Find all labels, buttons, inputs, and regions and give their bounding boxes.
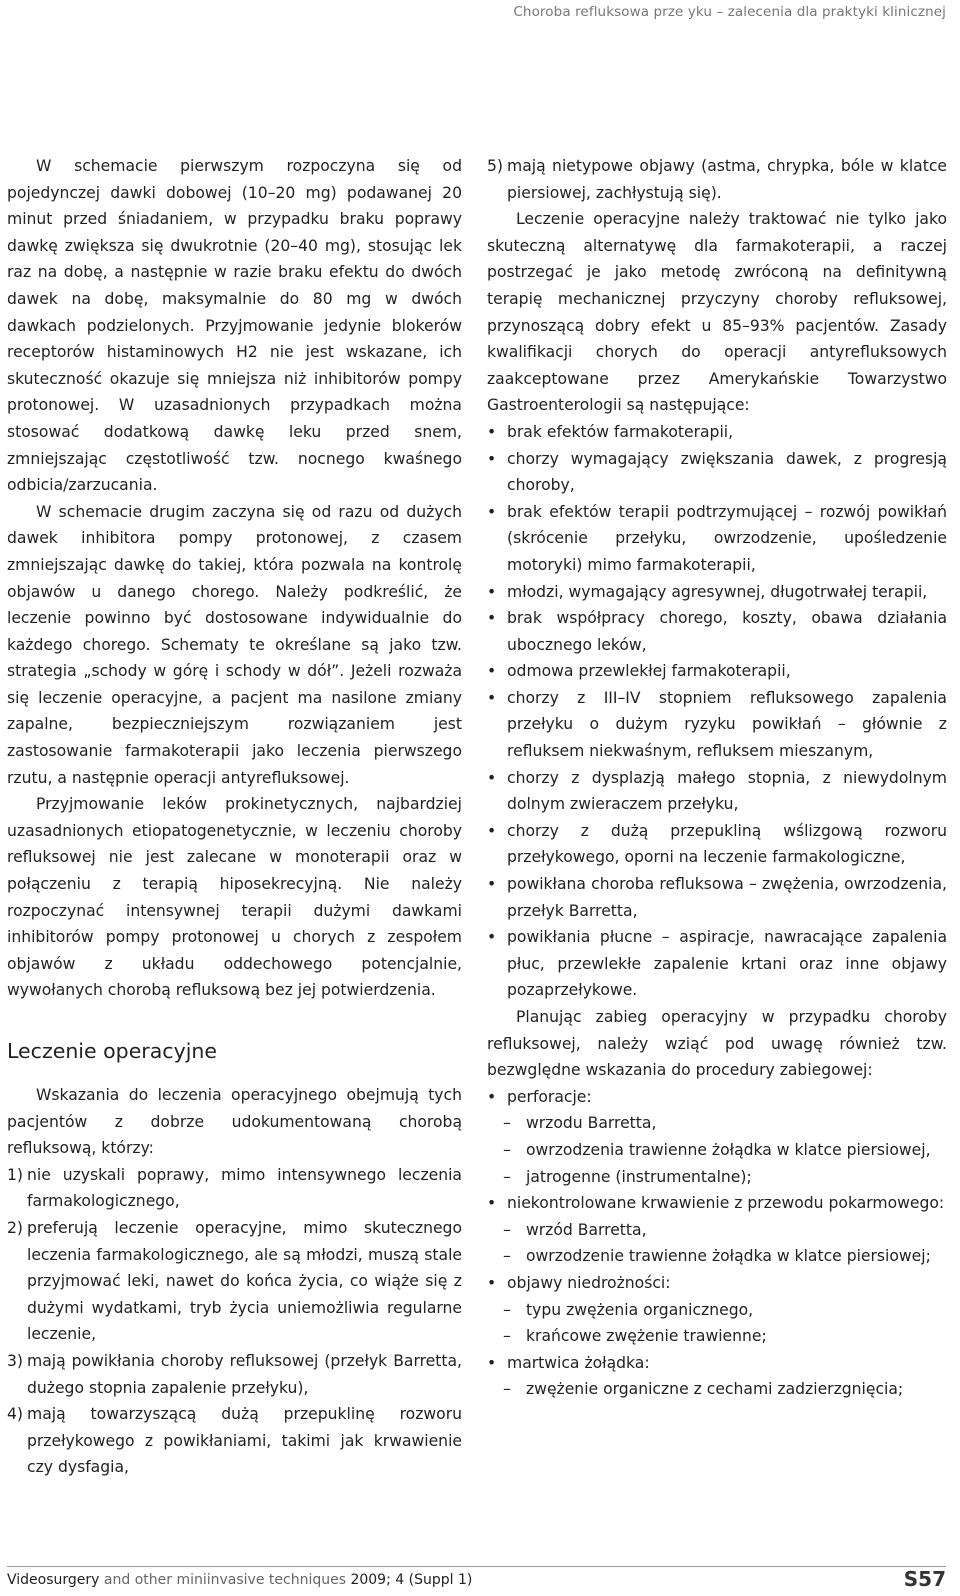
list-item: • brak współpracy chorego, koszty, obawa działania ubocznego leków, <box>487 605 947 658</box>
list-item: • martwica żołądka: <box>487 1350 947 1377</box>
item-text: perforacje: <box>507 1087 592 1106</box>
item-text: mają powikłania choroby refluksowej (przełyk Barretta, dużego stopnia zapalenie przełyku), <box>27 1351 462 1397</box>
list-item: • brak efektów terapii podtrzymującej – rozwój powikłań (skrócenie przełyku, owrzodzenie, upośledzenie motoryki) mimo farmakoterapii, <box>487 499 947 579</box>
paragraph: W schemacie drugim zaczyna się od razu od dużych dawek inhibitora pompy protonowej, z czasem zmniejszając dawkę do takiej, która pozwala na kontrolę objawów u danego chorego. Należy podkreślić, że leczenie powinno być dostosowane indywidualnie do każdego chorego. Schematy te określane są jako tzw. strategia „schody w górę i schody w dół”. Jeżeli rozważa się leczenie operacyjne, a pacjent ma nasilone zmiany zapalne, bezpieczniejszym rozwiązaniem jest zastosowanie farmakoterapii jako leczenia pierwszego rzutu, a następnie operacji antyrefluksowej. <box>7 502 462 787</box>
paragraph: Leczenie operacyjne należy traktować nie tylko jako skuteczną alternatywę dla farmakoterapii, a raczej postrzegać je jako metodę zwróconą na definitywną terapię mechanicznej przyczyny choroby refluksowej, przynoszącą dobry efekt u 85–93% pacjentów. Zasady kwalifikacji chorych do operacji antyrefluksowych zaakceptowane przez Amerykańskie Towarzystwo Gastroenterologii są następujące: <box>487 210 947 415</box>
list-item: • objawy niedrożności: <box>487 1270 947 1297</box>
journal-issue: 2009; 4 (Suppl 1) <box>350 1572 473 1588</box>
page-number: S57 <box>903 1567 946 1591</box>
item-number: 4) <box>7 1405 24 1424</box>
list-item: • powikłana choroba refluksowa – zwężenia, owrzodzenia, przełyk Barretta, <box>487 871 947 924</box>
paragraph: Wskazania do leczenia operacyjnego obejmują tych pacjentów z dobrze udokumentowaną chorobą refluksową, którzy: <box>7 1086 462 1158</box>
list-item: • chorzy z dużą przepukliną wślizgową rozworu przełykowego, oporni na leczenie farmakologiczne, <box>487 818 947 871</box>
paragraph: Przyjmowanie leków prokinetycznych, najbardziej uzasadnionych etiopatogenetycznie, w leczeniu choroby refluksowej nie jest zalecane w monoterapii oraz w połączeniu z terapią hiposekrecyjną. Nie należy rozpoczynać intensywnej terapii dużymi dawkami inhibitorów pompy protonowej u chorych z zespołem objawów z układu oddechowego potencjalnie, wywołanych chorobą refluksową bez jej potwierdzenia. <box>7 795 462 1000</box>
list-item: • powikłania płucne – aspiracje, nawracające zapalenia płuc, przewlekłe zapalenie krtani oraz inne objawy pozaprzełykowe. <box>487 924 947 1004</box>
item-text: nie uzyskali poprawy, mimo intensywnego leczenia farmakologicznego, <box>27 1165 462 1211</box>
paragraph: W schemacie pierwszym rozpoczyna się od pojedynczej dawki dobowej (10–20 mg) podawanej 20 minut przed śniadaniem, w przypadku braku poprawy dawkę zwiększa się dwukrotnie (20–40 mg), stosując lek raz na dobę, a następnie w razie braku efektu do dwóch dawek na dobę, maksymalnie do 80 mg w dwóch dawkach podzielonych. Przyjmowanie jedynie blokerów receptorów histaminowych H2 nie jest wskazane, ich skuteczność okazuje się mniejsza niż inhibitorów pompy protonowej. W uzasadnionych przypadkach można stosować dodatkową dawkę leku przed snem, zmniejszając częstotliwość tzw. nocnego kwaśnego odbicia/zarzucania. <box>7 157 462 495</box>
sub-item: – zwężenie organiczne z cechami zadzierzgnięcia; <box>487 1376 947 1403</box>
item-number: 2) <box>7 1218 24 1237</box>
sub-item: – owrzodzenie trawienne żołądka w klatce piersiowej; <box>487 1243 947 1270</box>
left-column <box>7 153 462 1481</box>
sub-item: – krańcowe zwężenie trawienne; <box>487 1323 947 1350</box>
list-item <box>487 1084 947 1111</box>
section-heading: Leczenie operacyjne <box>7 1039 217 1063</box>
item-text: preferują leczenie operacyjne, mimo skutecznego leczenia farmakologicznego, ale są młodzi, muszą stale przyjmować leki, nawet do końca życia, co wiąże się z dużymi wydatkami, tryb życia uniemożliwia regularne leczenie, <box>27 1218 462 1344</box>
list-item <box>7 1215 462 1348</box>
item-text: mają nietypowe objawy (astma, chrypka, bóle w klatce piersiowej, zachłystują się). <box>507 157 947 202</box>
sub-item: – owrzodzenia trawienne żołądka w klatce piersiowej, <box>487 1137 947 1164</box>
qualification-list <box>487 419 947 1004</box>
sub-item: – jatrogenne (instrumentalne); <box>487 1164 947 1191</box>
list-item <box>487 153 947 206</box>
item-text: mają towarzyszącą dużą przepuklinę rozworu przełykowego z powikłaniami, takimi jak krwawienie czy dysfagia, <box>27 1405 462 1477</box>
footer-citation <box>7 1572 472 1588</box>
item-number: 3) <box>7 1351 24 1370</box>
sub-item: – typu zwężenia organicznego, <box>487 1297 947 1324</box>
absolute-indications-list <box>487 1190 947 1217</box>
paragraph: Planując zabieg operacyjny w przypadku choroby refluksowej, należy wziąć pod uwagę również tzw. bezwględne wskazania do procedury zabiegowej: <box>487 1008 947 1080</box>
list-item: • chorzy z III–IV stopniem refluksowego zapalenia przełyku o dużym ryzyku powikłań – głównie z refluksem niekwaśnym, refluksem mieszanym, <box>487 685 947 765</box>
list-item: • młodzi, wymagający agresywnej, długotrwałej terapii, <box>487 579 947 606</box>
right-column <box>487 153 947 1403</box>
journal-name: Videosurgery <box>7 1572 100 1588</box>
list-item: • niekontrolowane krwawienie z przewodu pokarmowego: <box>487 1190 947 1217</box>
list-item: • brak efektów farmakoterapii, <box>487 419 947 446</box>
list-item <box>7 1401 462 1481</box>
item-number: 1) <box>7 1165 24 1184</box>
list-item: • chorzy wymagający zwiększania dawek, z progresją choroby, <box>487 446 947 499</box>
list-item <box>7 1162 462 1215</box>
list-item: • odmowa przewlekłej farmakoterapii, <box>487 658 947 685</box>
absolute-indications-list <box>487 1084 947 1111</box>
list-item <box>7 1348 462 1401</box>
absolute-indications-list <box>487 1350 947 1377</box>
absolute-indications-list <box>487 1270 947 1297</box>
list-item: • chorzy z dysplazją małego stopnia, z niewydolnym dolnym zwieraczem przełyku, <box>487 765 947 818</box>
sub-item: – wrzodu Barretta, <box>487 1110 947 1137</box>
running-head: Choroba refluksowa prze yku – zalecenia dla praktyki klinicznej <box>513 4 946 20</box>
journal-subtitle: and other miniinvasive techniques <box>103 1572 346 1588</box>
sub-item: – wrzód Barretta, <box>487 1217 947 1244</box>
item-number: 5) <box>487 157 504 175</box>
footer-divider <box>7 1566 946 1567</box>
